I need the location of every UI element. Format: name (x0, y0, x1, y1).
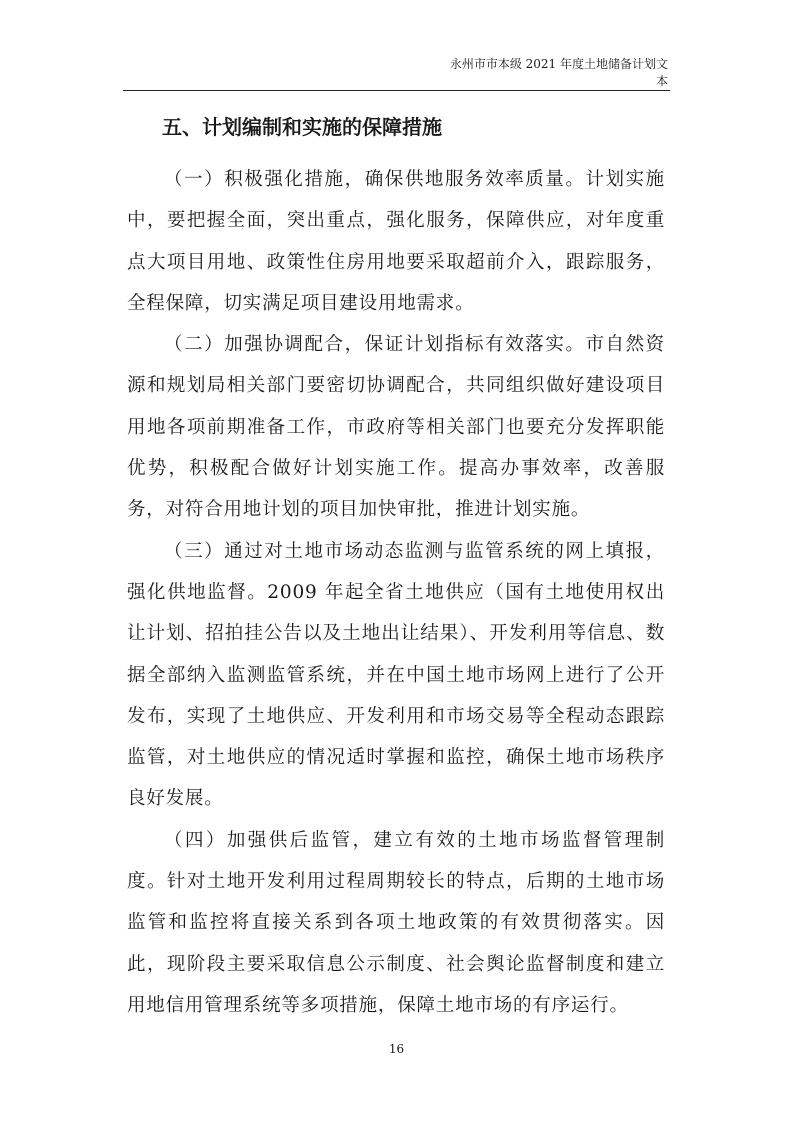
paragraph-1: （一）积极强化措施，确保供地服务效率质量。计划实施中，要把握全面，突出重点，强化服务，保障供应，对年度重点大项目用地、政策性住房用地要采取超前介入，跟踪服务，全程保障，切实满足项目建设用地需求。 (127, 169, 665, 314)
header-title-line2: 本 (655, 74, 668, 88)
paragraph-3: （三）通过对土地市场动态监测与监管系统的网上填报，强化供地监督。2009 年起全省土地供应（国有土地使用权出让计划、招拍挂公告以及土地出让结果）、开发利用等信息、数据全部纳入监测监管系统，并在中国土地市场网上进行了公开发布，实现了土地供应、开发利用和市场交易等全程动态跟踪监管，对土地供应的情况适时掌握和监控，确保土地市场秩序良好发展。 (127, 540, 665, 810)
paragraph-2: （二）加强协调配合，保证计划指标有效落实。市自然资源和规划局相关部门要密切协调配合，共同组织做好建设项目用地各项前期准备工作，市政府等相关部门也要充分发挥职能优势，积极配合做好计划实施工作。提高办事效率，改善服务，对符合用地计划的项目加快审批，推进计划实施。 (127, 334, 665, 521)
body-text (127, 159, 665, 1026)
running-header (368, 56, 668, 90)
paragraph-4: （四）加强供后监管，建立有效的土地市场监督管理制度。针对土地开发利用过程周期较长的特点，后期的土地市场监管和监控将直接关系到各项土地政策的有效贯彻落实。因此，现阶段主要采取信息公示制度、社会舆论监督制度和建立用地信用管理系统等多项措施，保障土地市场的有序运行。 (127, 829, 665, 1016)
section-heading: 五、计划编制和实施的保障措施 (162, 115, 442, 139)
header-divider (123, 90, 670, 91)
page-number: 16 (388, 1042, 405, 1056)
header-title-line1: 永州市市本级 2021 年度土地储备计划文 (449, 57, 668, 71)
